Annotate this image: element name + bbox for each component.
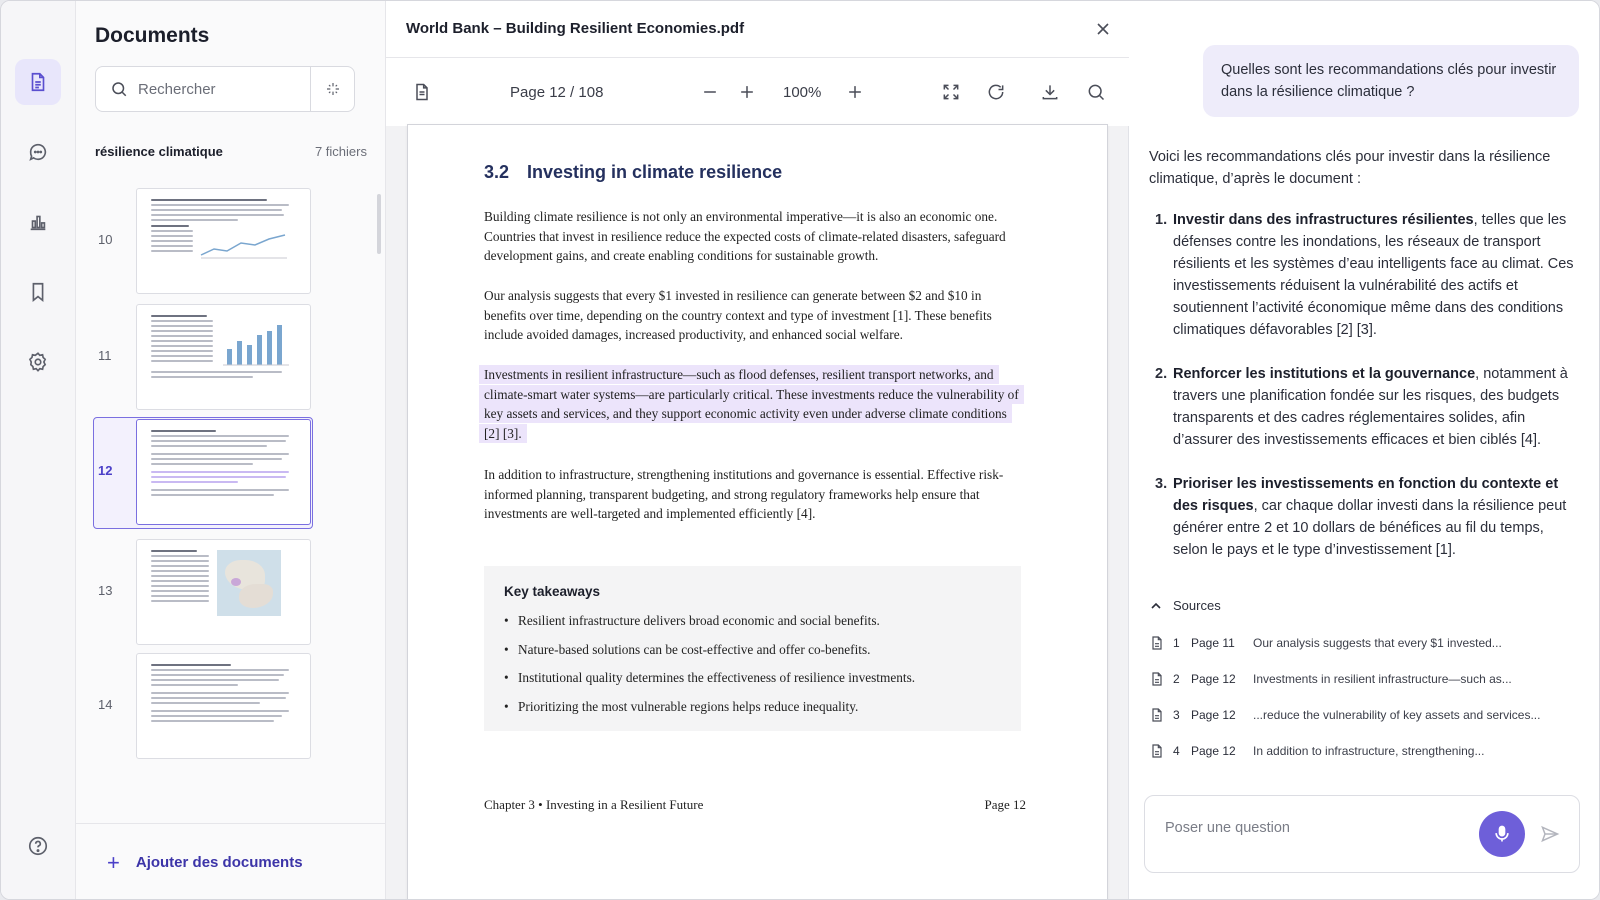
- page-view-button[interactable]: [410, 80, 434, 104]
- source-number: 2: [1173, 672, 1180, 686]
- source-number: 1: [1173, 636, 1180, 650]
- page-footer-number: Page 12: [984, 797, 1026, 812]
- answer-item: [1149, 209, 1579, 341]
- source-item[interactable]: [1149, 667, 1589, 691]
- add-documents-label: Ajouter des documents: [135, 854, 303, 871]
- paragraph: Building climate resilience is not only an environmental imperative—it is also an economic one. Countries that invest in resilience reduce the expected costs of climate-related disasters, safeguard development gains, and create enabling conditions for sustainable growth.: [484, 209, 1006, 264]
- source-item[interactable]: [1149, 703, 1589, 727]
- minus-icon: [700, 82, 720, 102]
- source-snippet: ...reduce the vulnerability of key assets and services...: [1253, 708, 1541, 722]
- takeaways-title: Key takeaways: [504, 584, 601, 599]
- search-field[interactable]: [95, 66, 311, 112]
- document-icon: [1149, 635, 1165, 651]
- rail-help-button[interactable]: [15, 823, 61, 869]
- answer-item: [1149, 363, 1579, 451]
- paragraph: Our analysis suggests that every $1 invested in resilience can generate between $2 and $10 in benefits over time, depending on the country context and type of investment [1]. These benefits include avoided damages, increased productivity, and enhanced social welfare.: [484, 288, 992, 343]
- page-indicator: Page 12 / 108: [510, 84, 604, 101]
- source-snippet: Our analysis suggests that every $1 invested...: [1253, 636, 1502, 650]
- document-icon: [1149, 743, 1165, 759]
- answer-item: [1149, 473, 1579, 561]
- bookmark-icon: [27, 281, 49, 303]
- download-icon: [1040, 82, 1060, 102]
- fullscreen-button[interactable]: [939, 80, 963, 104]
- file-name: World Bank – Building Resilient Economies.pdf: [406, 20, 745, 37]
- document-icon: [1149, 707, 1165, 723]
- zoom-in-button[interactable]: [735, 80, 759, 104]
- thumbnail-scrollbar[interactable]: [377, 194, 381, 254]
- item-number: 3.: [1155, 476, 1168, 492]
- search-icon: [1086, 82, 1106, 102]
- takeaway-item: • Institutional quality determines the effectiveness of resilience investments.: [504, 664, 1001, 693]
- item-heading: Renforcer les institutions et la gouvernance: [1173, 366, 1476, 382]
- panel-title: Documents: [95, 24, 210, 47]
- source-page: Page 12: [1191, 744, 1236, 758]
- send-icon: [1540, 824, 1560, 844]
- rail-documents-button[interactable]: [15, 59, 61, 105]
- question-input[interactable]: [1165, 820, 1455, 836]
- documents-panel: [76, 1, 386, 900]
- source-page: Page 11: [1191, 636, 1235, 650]
- thumbnail-page-12[interactable]: [93, 419, 313, 525]
- download-button[interactable]: [1038, 80, 1062, 104]
- thumbnail-page-11[interactable]: [93, 304, 313, 410]
- search-input[interactable]: [138, 81, 288, 98]
- plus-icon: +: [107, 849, 120, 875]
- add-documents-button[interactable]: [76, 823, 386, 900]
- page-thumbnail: [136, 653, 311, 759]
- rail-chat-button[interactable]: [15, 129, 61, 175]
- item-heading: Prioriser les investissements en fonction du contexte et des risques: [1173, 476, 1559, 514]
- document-icon: [27, 71, 49, 93]
- help-circle-icon: [27, 835, 49, 857]
- answer-list: [1149, 209, 1579, 583]
- takeaway-item: • Nature-based solutions can be cost-effective and offer co-benefits.: [504, 636, 1001, 665]
- source-page: Page 12: [1191, 672, 1236, 686]
- item-number: 2.: [1155, 366, 1168, 382]
- microphone-icon: [1492, 824, 1512, 844]
- takeaways-list: [504, 607, 1001, 721]
- document-icon: [412, 82, 432, 102]
- rotate-icon: [986, 82, 1006, 102]
- chevron-up-icon: [1149, 599, 1163, 613]
- thumbnail-page-10[interactable]: [93, 188, 313, 294]
- folder-name: résilience climatique: [95, 144, 223, 159]
- source-item[interactable]: [1149, 631, 1589, 655]
- page-thumbnail: [136, 539, 311, 645]
- send-button[interactable]: [1538, 822, 1562, 846]
- item-text: , car chaque dollar investi dans la résilience peut générer entre 2 et 10 dollars de bénéfices au fil du temps, selon le pays et le type d’investissement [1].: [1173, 498, 1567, 558]
- bar-chart-icon: [27, 211, 49, 233]
- sources-label: Sources: [1173, 598, 1221, 613]
- key-takeaways-box: [484, 566, 1021, 731]
- item-number: 1.: [1155, 212, 1168, 228]
- user-question-bubble: Quelles sont les recommandations clés pour investir dans la résilience climatique ?: [1203, 45, 1579, 117]
- paragraph: In addition to infrastructure, strengthening institutions and governance is essential. Effective risk-informed planning, transparent budgeting, and strong regulatory frameworks help ensure that investments are well-targeted and implemented efficiently [4].: [484, 467, 1004, 522]
- page-thumbnail: [136, 419, 311, 525]
- search-document-button[interactable]: [1084, 80, 1108, 104]
- source-item[interactable]: [1149, 739, 1589, 763]
- icon-rail: [1, 1, 76, 900]
- takeaway-item: • Prioritizing the most vulnerable regions helps reduce inequality.: [504, 693, 1001, 722]
- page-number: 12: [98, 463, 113, 478]
- answer-intro: Voici les recommandations clés pour investir dans la résilience climatique, d’après le document :: [1149, 149, 1551, 187]
- source-number: 4: [1173, 744, 1180, 758]
- section-number: 3.2: [484, 162, 510, 182]
- zoom-out-button[interactable]: [698, 80, 722, 104]
- rail-settings-button[interactable]: [15, 339, 61, 385]
- section-title: Investing in climate resilience: [527, 162, 783, 182]
- pdf-viewer: [386, 1, 1129, 900]
- rail-analytics-button[interactable]: [15, 199, 61, 245]
- rail-bookmarks-button[interactable]: [15, 269, 61, 315]
- expand-icon: [941, 82, 961, 102]
- gear-icon: [27, 351, 49, 373]
- message-composer: [1144, 795, 1580, 873]
- document-icon: [1149, 671, 1165, 687]
- page-footer-chapter: Chapter 3 • Investing in a Resilient Future: [484, 797, 704, 812]
- source-snippet: In addition to infrastructure, strengthening...: [1253, 744, 1485, 758]
- chat-bubble-icon: [27, 141, 49, 163]
- takeaway-item: • Resilient infrastructure delivers broad economic and social benefits.: [504, 607, 1001, 636]
- viewer-toolbar: [386, 58, 1129, 126]
- map-thumbnail: [217, 550, 281, 616]
- highlighted-paragraph: [484, 365, 1024, 443]
- item-text: , telles que les défenses contre les inondations, les réseaux de transport résilients et les systèmes d’eau intelligents face au climat. Ces investissements réduisent la vulnérabilité des actifs et soutiennent l’activité économique même dans des conditions climatiques défavorables [2] [3].: [1173, 212, 1574, 338]
- zoom-level[interactable]: 100%: [783, 84, 822, 101]
- sources-toggle[interactable]: [1149, 598, 1221, 613]
- section-heading: [484, 162, 782, 183]
- file-count: 7 fichiers: [314, 144, 367, 159]
- source-page: Page 12: [1191, 708, 1236, 722]
- thumbnail-page-14[interactable]: [93, 653, 313, 759]
- page-number: 13: [98, 583, 113, 598]
- plus-icon: [845, 82, 865, 102]
- page-number: 11: [98, 348, 112, 363]
- chat-panel: [1129, 1, 1600, 900]
- close-icon: [1096, 22, 1110, 36]
- plus-icon: [737, 82, 757, 102]
- page-thumbnail: [136, 304, 311, 410]
- search-icon: [110, 80, 128, 98]
- semantic-search-toggle[interactable]: [310, 66, 355, 112]
- page-thumbnail: [136, 188, 311, 294]
- source-snippet: Investments in resilient infrastructure—such as...: [1253, 672, 1512, 686]
- sparkle-icon: [325, 81, 341, 97]
- source-number: 3: [1173, 708, 1180, 722]
- voice-input-button[interactable]: [1479, 811, 1525, 857]
- zoom-increase-button[interactable]: [843, 80, 867, 104]
- rotate-button[interactable]: [984, 80, 1008, 104]
- page-number: 10: [98, 232, 113, 247]
- highlight: Investments in resilient infrastructure—such as flood defenses, resilient transport networks, and climate-smart water systems—are particularly critical. These investments reduce the vulnerability of key assets and services, and they support economic activity even under adverse climate conditions [2] [3].: [479, 365, 1024, 443]
- page-number: 14: [98, 697, 113, 712]
- pdf-page: [407, 124, 1108, 900]
- viewer-header: [386, 1, 1129, 58]
- item-heading: Investir dans des infrastructures résilientes: [1173, 212, 1474, 228]
- item-text: , notamment à travers une planification fondée sur les risques, des budgets transparents et des cadres réglementaires solides, afin d’assurer des investissements efficaces et bien ciblés [4].: [1173, 366, 1568, 448]
- close-viewer-button[interactable]: [1091, 17, 1115, 41]
- thumbnail-page-13[interactable]: [93, 539, 313, 645]
